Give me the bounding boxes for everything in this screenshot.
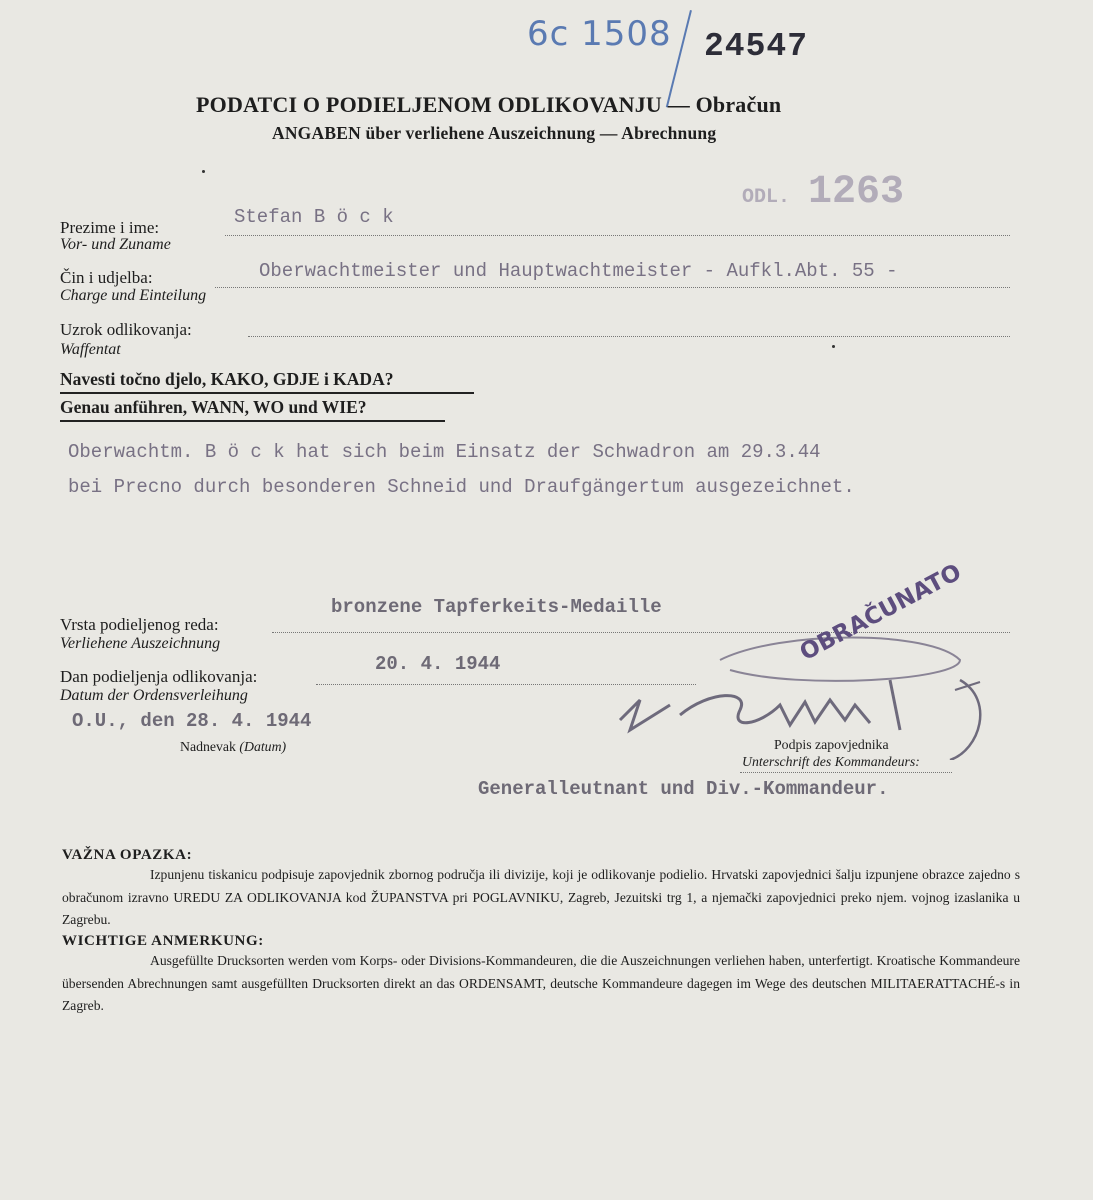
reason-label: Uzrok odlikovanja: [60,320,192,339]
stamped-number: 24547 [704,28,809,65]
name-label: Prezime i ime: [60,218,160,237]
rank-label: Čin i udjelba: [60,268,153,287]
ink-speck [202,170,205,173]
notes-text-de: Ausgefüllte Drucksorten werden vom Korps- oder Divisions-Kommandeuren, die die Auszeichnungen verliehen haben, unterfertigt. Kroatische Kommandeure übersenden Abrechnungen samt ausgefüllten Drucksorten direkt an das ORDENSAMT, deutsche Kommandeure dagegen im Wege des deutschen MILITAERATTACHÉ-s in Zagreb. [62,953,1020,1013]
rank-label-de: Charge und Einteilung [60,287,207,304]
narrative-line-2: bei Precno durch besonderen Schneid und Draufgängertum ausgezeichnet. [68,476,855,498]
signature-dotted-line [740,772,952,773]
notes-heading-hr: VAŽNA OPAZKA: [62,847,193,863]
commander-rank-value: Generalleutnant und Div.-Kommandeur. [478,778,889,800]
award-type-value: bronzene Tapferkeits-Medaille [331,596,662,618]
instruction-de: Genau anführen, WANN, WO und WIE? [60,397,367,417]
signature-caption-hr: Podpis zapovjednika [774,737,889,752]
name-label-de: Vor- und Zuname [60,236,171,253]
notes-heading-de: WICHTIGE ANMERKUNG: [62,933,264,949]
ink-speck [832,345,835,348]
place-date-caption-hr: Nadnevak [180,739,236,754]
name-dotted-line [225,235,1010,236]
signature-caption-de: Unterschrift des Kommandeurs: [742,754,920,769]
place-date-caption [180,739,286,755]
reason-label-de: Waffentat [60,341,121,358]
instruction-underline [60,392,474,394]
notes-text-hr: Izpunjenu tiskanicu podpisuje zapovjednik zbornog područja ili divizije, koji je odlikovanje podielio. Hrvatski zapovjednici šalju izpunjene obrazce zajedno s obračunom izravno UREDU ZA ODLIKOVANJA kod ŽUPANSTVA pri POGLAVNIKU, Zagreb, Jezuitski trg 1, a njemački zapovjednici preko njem. vojnog izaslanika u Zagrebu. [62,867,1020,927]
reason-dotted-line [248,336,1010,337]
odl-prefix: ODL. [742,186,791,209]
pencil-file-number: 6c 1508 [527,14,672,54]
odl-number: 1263 [808,170,905,215]
award-type-label-de: Verliehene Auszeichnung [60,635,221,652]
name-value: Stefan B ö c k [234,206,394,228]
award-date-label: Dan podieljenja odlikovanja: [60,667,258,686]
place-date-value: O.U., den 28. 4. 1944 [72,710,312,732]
instruction-underline [60,420,445,422]
award-type-label: Vrsta podieljenog reda: [60,615,219,634]
rank-dotted-line [215,287,1010,288]
form-subtitle: ANGABEN über verliehene Auszeichnung — Abrechnung [272,123,717,143]
narrative-line-1: Oberwachtm. B ö c k hat sich beim Einsatz der Schwadron am 29.3.44 [68,441,821,463]
award-date-label-de: Datum der Ordensverleihung [60,687,248,704]
form-title: PODATCI O PODIELJENOM ODLIKOVANJU — Obračun [196,92,782,117]
place-date-caption-de: (Datum) [239,739,287,754]
obracunato-stamp: OBRAČUNATO [795,559,966,666]
rank-value: Oberwachtmeister und Hauptwachtmeister - Aufkl.Abt. 55 - [259,260,898,282]
award-date-value: 20. 4. 1944 [375,653,501,675]
instruction-hr: Navesti točno djelo, KAKO, GDJE i KADA? [60,369,394,389]
